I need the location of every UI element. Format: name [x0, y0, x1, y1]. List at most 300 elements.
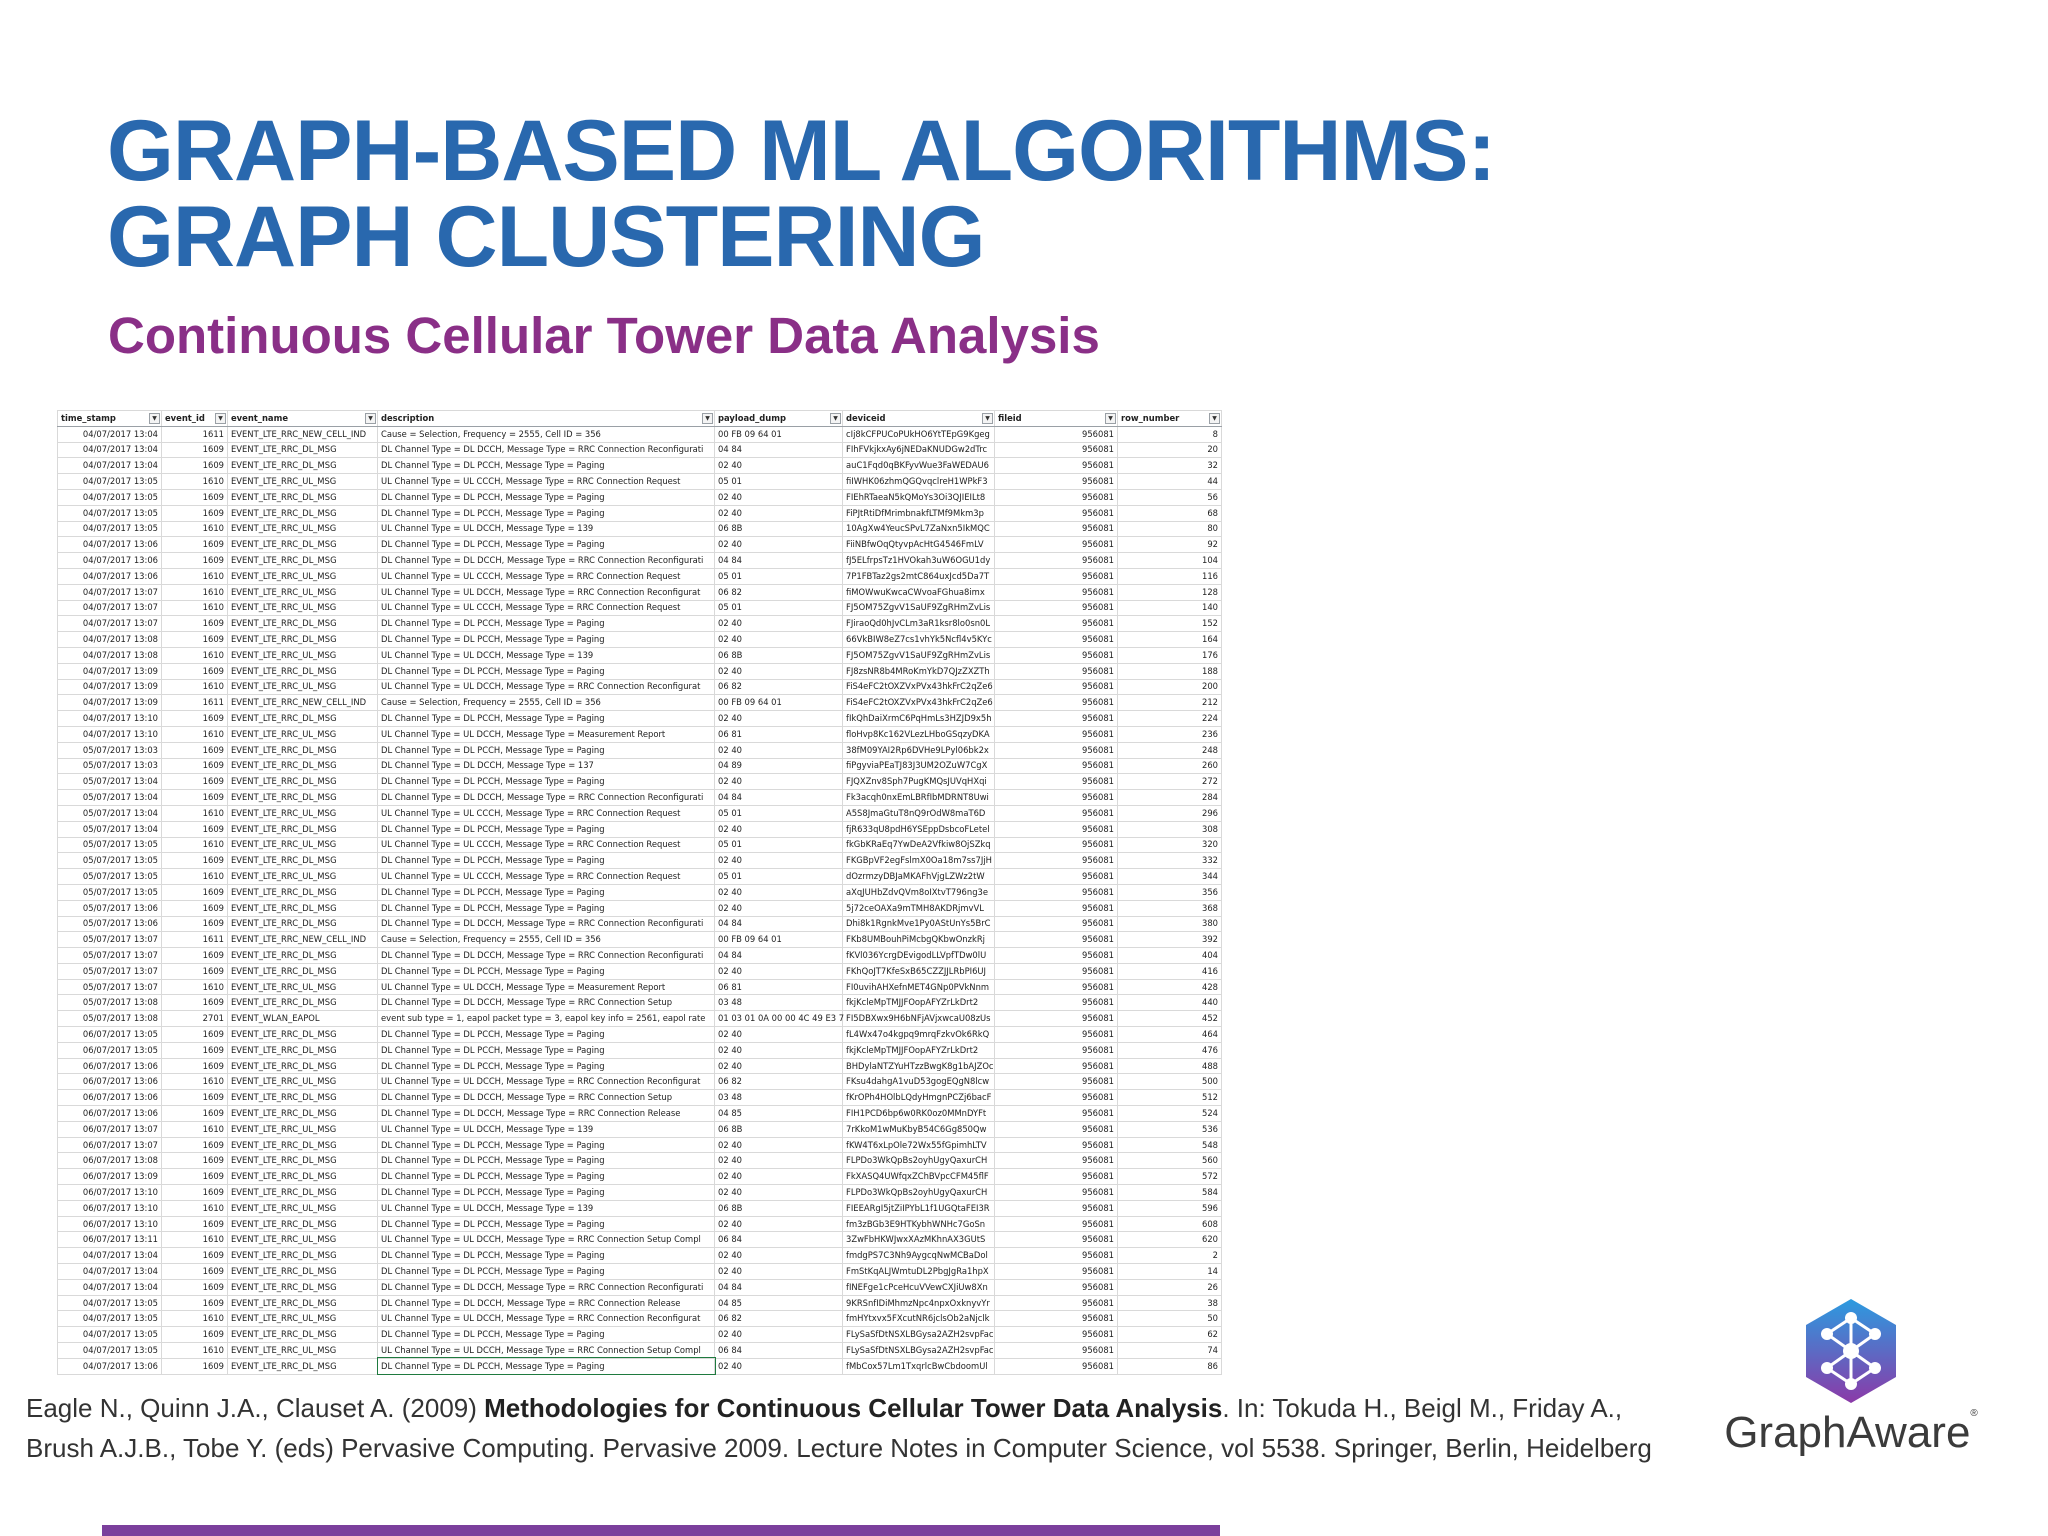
table-cell[interactable]: 956081 — [995, 853, 1118, 869]
table-cell[interactable]: DL Channel Type = DL PCCH, Message Type = Paging — [378, 774, 715, 790]
table-cell[interactable]: 320 — [1118, 837, 1222, 853]
table-cell[interactable]: DL Channel Type = DL PCCH, Message Type = Paging — [378, 632, 715, 648]
table-cell[interactable]: EVENT_LTE_RRC_DL_MSG — [228, 711, 378, 727]
table-cell[interactable]: 05/07/2017 13:05 — [58, 837, 162, 853]
table-cell[interactable]: 380 — [1118, 916, 1222, 932]
table-cell[interactable]: 1609 — [162, 758, 228, 774]
table-cell[interactable]: 956081 — [995, 711, 1118, 727]
table-cell[interactable]: EVENT_LTE_RRC_UL_MSG — [228, 837, 378, 853]
table-cell[interactable]: UL Channel Type = UL DCCH, Message Type = RRC Connection Reconfigurat — [378, 1074, 715, 1090]
table-cell[interactable]: FiS4eFC2tOXZVxPVx43hkFrC2qZe6 — [843, 679, 995, 695]
table-cell[interactable]: 00 FB 09 64 01 — [715, 932, 843, 948]
filter-dropdown-icon[interactable]: ▼ — [365, 413, 376, 424]
table-cell[interactable]: DL Channel Type = DL DCCH, Message Type = RRC Connection Release — [378, 1295, 715, 1311]
table-cell[interactable]: 05/07/2017 13:04 — [58, 774, 162, 790]
table-cell[interactable]: DL Channel Type = DL PCCH, Message Type = Paging — [378, 1137, 715, 1153]
table-cell[interactable]: UL Channel Type = UL CCCH, Message Type = RRC Connection Request — [378, 474, 715, 490]
table-cell[interactable]: EVENT_LTE_RRC_NEW_CELL_IND — [228, 932, 378, 948]
table-cell[interactable]: 06 84 — [715, 1232, 843, 1248]
table-cell[interactable]: 956081 — [995, 1137, 1118, 1153]
table-cell[interactable]: 02 40 — [715, 821, 843, 837]
table-cell[interactable]: EVENT_LTE_RRC_DL_MSG — [228, 1185, 378, 1201]
table-cell[interactable]: DL Channel Type = DL PCCH, Message Type = Paging — [378, 616, 715, 632]
table-cell[interactable]: 956081 — [995, 916, 1118, 932]
table-cell[interactable]: 05/07/2017 13:03 — [58, 742, 162, 758]
table-cell[interactable]: aXqJUHbZdvQVm8oIXtvT796ng3e — [843, 884, 995, 900]
table-cell[interactable]: EVENT_LTE_RRC_DL_MSG — [228, 916, 378, 932]
table-cell[interactable]: 1609 — [162, 774, 228, 790]
table-cell[interactable]: EVENT_LTE_RRC_UL_MSG — [228, 1311, 378, 1327]
table-cell[interactable]: 06 84 — [715, 1343, 843, 1359]
table-cell[interactable]: 1609 — [162, 1090, 228, 1106]
table-cell[interactable]: 02 40 — [715, 853, 843, 869]
table-cell[interactable]: FIhFVkjkxAy6jNEDaKNUDGw2dTrc — [843, 442, 995, 458]
table-cell[interactable]: 02 40 — [715, 774, 843, 790]
table-cell[interactable]: 05/07/2017 13:05 — [58, 869, 162, 885]
table-cell[interactable]: 02 40 — [715, 489, 843, 505]
table-cell[interactable]: DL Channel Type = DL PCCH, Message Type = Paging — [378, 1185, 715, 1201]
table-cell[interactable]: 05 01 — [715, 837, 843, 853]
table-cell[interactable]: 332 — [1118, 853, 1222, 869]
table-cell[interactable]: FIEhRTaeaN5kQMoYs3Oi3QJIEILt8 — [843, 489, 995, 505]
table-cell[interactable]: 956081 — [995, 600, 1118, 616]
table-cell[interactable]: 956081 — [995, 1279, 1118, 1295]
table-cell[interactable]: 02 40 — [715, 742, 843, 758]
table-cell[interactable]: fMbCox57Lm1TxqrlcBwCbdoomUl — [843, 1358, 995, 1374]
table-cell[interactable]: 04/07/2017 13:05 — [58, 474, 162, 490]
table-cell[interactable]: EVENT_LTE_RRC_DL_MSG — [228, 632, 378, 648]
table-cell[interactable]: EVENT_LTE_RRC_DL_MSG — [228, 963, 378, 979]
table-cell[interactable]: 956081 — [995, 932, 1118, 948]
column-header[interactable] — [715, 411, 843, 427]
table-cell[interactable]: 05/07/2017 13:03 — [58, 758, 162, 774]
table-cell[interactable]: EVENT_LTE_RRC_DL_MSG — [228, 537, 378, 553]
table-cell[interactable]: 05/07/2017 13:06 — [58, 900, 162, 916]
table-cell[interactable]: 04/07/2017 13:05 — [58, 1311, 162, 1327]
table-cell[interactable]: 06/07/2017 13:10 — [58, 1200, 162, 1216]
table-cell[interactable]: 06/07/2017 13:05 — [58, 1042, 162, 1058]
table-cell[interactable]: 02 40 — [715, 458, 843, 474]
table-cell[interactable]: fkjKcleMpTMJJFOopAFYZrLkDrt2 — [843, 1042, 995, 1058]
table-cell[interactable]: FIEEARgI5jtZiIPYbL1f1UGQtaFEI3R — [843, 1200, 995, 1216]
table-cell[interactable]: 1610 — [162, 1200, 228, 1216]
table-cell[interactable]: 04/07/2017 13:08 — [58, 647, 162, 663]
table-cell[interactable]: 06 81 — [715, 726, 843, 742]
table-cell[interactable]: FiPJtRtiDfMrimbnakfLTMf9Mkm3p — [843, 505, 995, 521]
table-cell[interactable]: 620 — [1118, 1232, 1222, 1248]
table-cell[interactable]: fiIWHK06zhmQGQvqclreH1WPkF3 — [843, 474, 995, 490]
table-cell[interactable]: 04/07/2017 13:09 — [58, 695, 162, 711]
filter-dropdown-icon[interactable]: ▼ — [215, 413, 226, 424]
table-cell[interactable]: 3ZwFbHKWJwxXAzMKhnAX3GUtS — [843, 1232, 995, 1248]
table-cell[interactable]: 02 40 — [715, 632, 843, 648]
table-cell[interactable]: 1609 — [162, 1216, 228, 1232]
table-cell[interactable]: 86 — [1118, 1358, 1222, 1374]
column-header[interactable] — [378, 411, 715, 427]
table-cell[interactable]: EVENT_WLAN_EAPOL — [228, 1011, 378, 1027]
filter-dropdown-icon[interactable]: ▼ — [982, 413, 993, 424]
filter-dropdown-icon[interactable]: ▼ — [1105, 413, 1116, 424]
table-cell[interactable]: 956081 — [995, 948, 1118, 964]
table-cell[interactable]: 04/07/2017 13:04 — [58, 458, 162, 474]
table-cell[interactable]: 06/07/2017 13:06 — [58, 1058, 162, 1074]
table-cell[interactable]: 06/07/2017 13:06 — [58, 1074, 162, 1090]
table-cell[interactable]: 05/07/2017 13:07 — [58, 948, 162, 964]
table-cell[interactable]: DL Channel Type = DL PCCH, Message Type = Paging — [378, 853, 715, 869]
table-cell[interactable]: EVENT_LTE_RRC_DL_MSG — [228, 663, 378, 679]
table-cell[interactable]: EVENT_LTE_RRC_UL_MSG — [228, 979, 378, 995]
table-cell[interactable]: UL Channel Type = UL CCCH, Message Type = RRC Connection Request — [378, 869, 715, 885]
table-cell[interactable]: EVENT_LTE_RRC_UL_MSG — [228, 679, 378, 695]
table-cell[interactable]: 1609 — [162, 1169, 228, 1185]
table-cell[interactable]: 956081 — [995, 1090, 1118, 1106]
table-cell[interactable]: 06/07/2017 13:10 — [58, 1216, 162, 1232]
table-cell[interactable]: FLySaSfDtNSXLBGysa2AZH2svpFac — [843, 1343, 995, 1359]
table-cell[interactable]: 1610 — [162, 1343, 228, 1359]
table-cell[interactable]: 1609 — [162, 790, 228, 806]
table-cell[interactable]: 1609 — [162, 1027, 228, 1043]
table-cell[interactable]: FLPDo3WkQpBs2oyhUgyQaxurCH — [843, 1185, 995, 1201]
table-cell[interactable]: cIj8kCFPUCoPUkHO6YtTEpG9Kgeg — [843, 426, 995, 442]
table-cell[interactable]: 56 — [1118, 489, 1222, 505]
table-cell[interactable]: DL Channel Type = DL DCCH, Message Type = 137 — [378, 758, 715, 774]
table-cell[interactable]: 04/07/2017 13:04 — [58, 1248, 162, 1264]
table-cell[interactable]: 04/07/2017 13:04 — [58, 1264, 162, 1280]
table-cell[interactable]: 1610 — [162, 805, 228, 821]
table-cell[interactable]: 04/07/2017 13:06 — [58, 553, 162, 569]
table-cell[interactable]: 1610 — [162, 600, 228, 616]
table-cell[interactable]: 536 — [1118, 1121, 1222, 1137]
table-cell[interactable]: 1609 — [162, 632, 228, 648]
table-cell[interactable]: DL Channel Type = DL PCCH, Message Type = Paging — [378, 711, 715, 727]
table-cell[interactable]: DL Channel Type = DL PCCH, Message Type = Paging — [378, 663, 715, 679]
table-cell[interactable]: 500 — [1118, 1074, 1222, 1090]
table-cell[interactable]: 02 40 — [715, 711, 843, 727]
table-cell[interactable]: 248 — [1118, 742, 1222, 758]
table-cell[interactable]: 1610 — [162, 837, 228, 853]
table-cell[interactable]: 284 — [1118, 790, 1222, 806]
table-cell[interactable]: 04 84 — [715, 790, 843, 806]
table-cell[interactable]: 04/07/2017 13:07 — [58, 584, 162, 600]
table-cell[interactable]: 1609 — [162, 853, 228, 869]
table-cell[interactable]: 02 40 — [715, 1327, 843, 1343]
table-cell[interactable]: BHDylaNTZYuHTzzBwgK8g1bAJZOc — [843, 1058, 995, 1074]
table-cell[interactable]: DL Channel Type = DL PCCH, Message Type = Paging — [378, 1027, 715, 1043]
table-cell[interactable]: 1611 — [162, 695, 228, 711]
table-cell[interactable]: EVENT_LTE_RRC_UL_MSG — [228, 521, 378, 537]
table-cell[interactable]: 1609 — [162, 489, 228, 505]
table-cell[interactable]: 1610 — [162, 584, 228, 600]
table-cell[interactable]: 06/07/2017 13:07 — [58, 1137, 162, 1153]
table-cell[interactable]: 224 — [1118, 711, 1222, 727]
table-cell[interactable]: 344 — [1118, 869, 1222, 885]
table-cell[interactable]: 1609 — [162, 1279, 228, 1295]
table-cell[interactable]: 74 — [1118, 1343, 1222, 1359]
table-cell[interactable]: 05/07/2017 13:06 — [58, 916, 162, 932]
table-cell[interactable]: DL Channel Type = DL PCCH, Message Type = Paging — [378, 537, 715, 553]
table-cell[interactable]: DL Channel Type = DL DCCH, Message Type = RRC Connection Reconfigurati — [378, 948, 715, 964]
column-header[interactable] — [228, 411, 378, 427]
table-cell[interactable]: 1609 — [162, 1295, 228, 1311]
table-cell[interactable]: Fk3acqh0nxEmLBRfIbMDRNT8Uwi — [843, 790, 995, 806]
table-cell[interactable]: 1609 — [162, 663, 228, 679]
table-cell[interactable]: DL Channel Type = DL PCCH, Message Type = Paging — [378, 1264, 715, 1280]
table-cell[interactable]: 05 01 — [715, 600, 843, 616]
table-cell[interactable]: 956081 — [995, 647, 1118, 663]
table-cell[interactable]: UL Channel Type = UL DCCH, Message Type = RRC Connection Reconfigurat — [378, 584, 715, 600]
table-cell[interactable]: EVENT_LTE_RRC_DL_MSG — [228, 948, 378, 964]
table-cell[interactable]: 1609 — [162, 1137, 228, 1153]
table-cell[interactable]: FI5DBXwx9H6bNFjAVjxwcaU08zUs — [843, 1011, 995, 1027]
table-cell[interactable]: 956081 — [995, 995, 1118, 1011]
table-cell[interactable]: 04/07/2017 13:05 — [58, 1327, 162, 1343]
table-cell[interactable]: 956081 — [995, 1216, 1118, 1232]
table-cell[interactable]: 140 — [1118, 600, 1222, 616]
table-cell[interactable]: EVENT_LTE_RRC_DL_MSG — [228, 1027, 378, 1043]
table-cell[interactable]: 1609 — [162, 711, 228, 727]
table-cell[interactable]: 1610 — [162, 979, 228, 995]
table-cell[interactable]: 10AgXw4YeucSPvL7ZaNxn5IkMQC — [843, 521, 995, 537]
table-cell[interactable]: EVENT_LTE_RRC_DL_MSG — [228, 1058, 378, 1074]
table-cell[interactable]: 06/07/2017 13:08 — [58, 1153, 162, 1169]
table-cell[interactable]: EVENT_LTE_RRC_DL_MSG — [228, 995, 378, 1011]
table-cell[interactable]: 02 40 — [715, 900, 843, 916]
table-cell[interactable]: 524 — [1118, 1106, 1222, 1122]
table-cell[interactable]: 956081 — [995, 726, 1118, 742]
table-cell[interactable]: 38 — [1118, 1295, 1222, 1311]
table-cell[interactable]: 02 40 — [715, 963, 843, 979]
table-cell[interactable]: 1609 — [162, 963, 228, 979]
table-cell[interactable]: DL Channel Type = DL PCCH, Message Type = Paging — [378, 963, 715, 979]
table-cell[interactable]: 5j72ceOAXa9mTMH8AKDRjmvVL — [843, 900, 995, 916]
table-cell[interactable]: 956081 — [995, 774, 1118, 790]
table-cell[interactable]: 956081 — [995, 790, 1118, 806]
table-cell[interactable]: DL Channel Type = DL PCCH, Message Type = Paging — [378, 1042, 715, 1058]
table-cell[interactable]: EVENT_LTE_RRC_DL_MSG — [228, 853, 378, 869]
table-cell[interactable]: 416 — [1118, 963, 1222, 979]
table-cell[interactable]: 06 82 — [715, 1311, 843, 1327]
table-cell[interactable]: 05/07/2017 13:04 — [58, 821, 162, 837]
table-cell[interactable]: UL Channel Type = UL DCCH, Message Type = RRC Connection Setup Compl — [378, 1343, 715, 1359]
table-cell[interactable]: UL Channel Type = UL DCCH, Message Type = RRC Connection Reconfigurat — [378, 1311, 715, 1327]
table-cell[interactable]: dOzrmzyDBJaMKAFhVjgLZWz2tW — [843, 869, 995, 885]
table-cell[interactable]: EVENT_LTE_RRC_DL_MSG — [228, 1279, 378, 1295]
table-cell[interactable]: 956081 — [995, 1011, 1118, 1027]
table-cell[interactable]: 05/07/2017 13:08 — [58, 1011, 162, 1027]
table-cell[interactable]: 04/07/2017 13:06 — [58, 568, 162, 584]
table-cell[interactable]: 14 — [1118, 1264, 1222, 1280]
table-cell[interactable]: 956081 — [995, 900, 1118, 916]
table-cell[interactable]: 956081 — [995, 1200, 1118, 1216]
table-cell[interactable]: Dhi8k1RgnkMve1Py0AStUnYs5BrC — [843, 916, 995, 932]
table-cell[interactable]: 1610 — [162, 568, 228, 584]
table-cell[interactable]: fL4Wx47o4kgpq9mrqFzkvOk6RkQ — [843, 1027, 995, 1043]
table-cell[interactable]: fKrOPh4HOlbLQdyHmgnPCZj6bacF — [843, 1090, 995, 1106]
table-cell[interactable]: 956081 — [995, 442, 1118, 458]
table-cell[interactable]: EVENT_LTE_RRC_DL_MSG — [228, 1042, 378, 1058]
table-cell[interactable]: 06 8B — [715, 1121, 843, 1137]
table-cell[interactable]: DL Channel Type = DL PCCH, Message Type = Paging — [378, 505, 715, 521]
table-cell[interactable]: 596 — [1118, 1200, 1222, 1216]
table-cell[interactable]: DL Channel Type = DL PCCH, Message Type = Paging — [378, 489, 715, 505]
table-cell[interactable]: DL Channel Type = DL PCCH, Message Type = Paging — [378, 1248, 715, 1264]
table-cell[interactable]: 8 — [1118, 426, 1222, 442]
table-cell[interactable]: 404 — [1118, 948, 1222, 964]
table-cell[interactable]: 80 — [1118, 521, 1222, 537]
table-cell[interactable]: 06 82 — [715, 584, 843, 600]
table-cell[interactable]: UL Channel Type = UL CCCH, Message Type = RRC Connection Request — [378, 600, 715, 616]
table-cell[interactable]: 04/07/2017 13:05 — [58, 1295, 162, 1311]
filter-dropdown-icon[interactable]: ▼ — [149, 413, 160, 424]
table-cell[interactable]: 02 40 — [715, 1027, 843, 1043]
table-cell[interactable]: 62 — [1118, 1327, 1222, 1343]
table-cell[interactable]: 02 40 — [715, 1185, 843, 1201]
table-cell[interactable]: 02 40 — [715, 1248, 843, 1264]
table-cell[interactable]: EVENT_LTE_RRC_UL_MSG — [228, 474, 378, 490]
table-cell[interactable]: 04/07/2017 13:09 — [58, 679, 162, 695]
table-cell[interactable]: 956081 — [995, 1121, 1118, 1137]
table-cell[interactable]: DL Channel Type = DL PCCH, Message Type = Paging — [378, 1358, 715, 1374]
table-cell[interactable]: EVENT_LTE_RRC_NEW_CELL_IND — [228, 426, 378, 442]
table-cell[interactable]: EVENT_LTE_RRC_UL_MSG — [228, 1343, 378, 1359]
table-cell[interactable]: UL Channel Type = UL DCCH, Message Type = 139 — [378, 521, 715, 537]
table-cell[interactable]: 956081 — [995, 1058, 1118, 1074]
table-cell[interactable]: EVENT_LTE_RRC_DL_MSG — [228, 553, 378, 569]
table-cell[interactable]: 1610 — [162, 869, 228, 885]
table-cell[interactable]: 548 — [1118, 1137, 1222, 1153]
table-cell[interactable]: 956081 — [995, 1327, 1118, 1343]
table-cell[interactable]: EVENT_LTE_RRC_DL_MSG — [228, 1264, 378, 1280]
table-cell[interactable]: 05/07/2017 13:05 — [58, 884, 162, 900]
table-cell[interactable]: DL Channel Type = DL PCCH, Message Type = Paging — [378, 742, 715, 758]
table-cell[interactable]: 68 — [1118, 505, 1222, 521]
table-cell[interactable]: 1610 — [162, 521, 228, 537]
table-cell[interactable]: 392 — [1118, 932, 1222, 948]
table-cell[interactable]: 584 — [1118, 1185, 1222, 1201]
table-cell[interactable]: DL Channel Type = DL PCCH, Message Type = Paging — [378, 458, 715, 474]
table-cell[interactable]: EVENT_LTE_RRC_DL_MSG — [228, 1106, 378, 1122]
table-cell[interactable]: EVENT_LTE_RRC_DL_MSG — [228, 1153, 378, 1169]
table-cell[interactable]: FJ8zsNR8b4MRoKmYkD7QJzZXZTh — [843, 663, 995, 679]
table-cell[interactable]: 956081 — [995, 505, 1118, 521]
table-cell[interactable]: 212 — [1118, 695, 1222, 711]
table-cell[interactable]: 1609 — [162, 1058, 228, 1074]
filter-dropdown-icon[interactable]: ▼ — [830, 413, 841, 424]
table-cell[interactable]: 04/07/2017 13:05 — [58, 1343, 162, 1359]
table-cell[interactable]: 04/07/2017 13:05 — [58, 521, 162, 537]
table-cell[interactable]: 1610 — [162, 647, 228, 663]
table-cell[interactable]: EVENT_LTE_RRC_DL_MSG — [228, 616, 378, 632]
table-cell[interactable]: 200 — [1118, 679, 1222, 695]
table-cell[interactable]: 1610 — [162, 1121, 228, 1137]
table-cell[interactable]: 488 — [1118, 1058, 1222, 1074]
table-cell[interactable]: UL Channel Type = UL DCCH, Message Type = 139 — [378, 647, 715, 663]
table-cell[interactable]: EVENT_LTE_RRC_UL_MSG — [228, 600, 378, 616]
table-cell[interactable]: 04/07/2017 13:07 — [58, 600, 162, 616]
table-cell[interactable]: 02 40 — [715, 884, 843, 900]
table-cell[interactable]: 06/07/2017 13:10 — [58, 1185, 162, 1201]
table-cell[interactable]: fIkQhDaiXrmC6PqHmLs3HZJD9x5h — [843, 711, 995, 727]
table-cell[interactable]: 04/07/2017 13:10 — [58, 726, 162, 742]
table-cell[interactable]: EVENT_LTE_RRC_UL_MSG — [228, 869, 378, 885]
table-cell[interactable]: UL Channel Type = UL CCCH, Message Type = RRC Connection Request — [378, 805, 715, 821]
table-cell[interactable]: 04 84 — [715, 916, 843, 932]
table-cell[interactable]: 956081 — [995, 1248, 1118, 1264]
table-cell[interactable]: 02 40 — [715, 1153, 843, 1169]
table-cell[interactable]: UL Channel Type = UL DCCH, Message Type = RRC Connection Reconfigurat — [378, 679, 715, 695]
table-cell[interactable]: DL Channel Type = DL DCCH, Message Type = RRC Connection Reconfigurati — [378, 916, 715, 932]
table-cell[interactable]: DL Channel Type = DL DCCH, Message Type = RRC Connection Reconfigurati — [378, 553, 715, 569]
table-cell[interactable]: 260 — [1118, 758, 1222, 774]
table-cell[interactable]: EVENT_LTE_RRC_DL_MSG — [228, 742, 378, 758]
table-cell[interactable]: 1609 — [162, 458, 228, 474]
table-cell[interactable]: DL Channel Type = DL DCCH, Message Type = RRC Connection Reconfigurati — [378, 790, 715, 806]
table-cell[interactable]: 956081 — [995, 1343, 1118, 1359]
table-cell[interactable]: 02 40 — [715, 1042, 843, 1058]
table-cell[interactable]: 956081 — [995, 758, 1118, 774]
table-cell[interactable]: 956081 — [995, 979, 1118, 995]
table-cell[interactable]: 04/07/2017 13:05 — [58, 505, 162, 521]
table-cell[interactable]: DL Channel Type = DL DCCH, Message Type = RRC Connection Reconfigurati — [378, 442, 715, 458]
table-cell[interactable]: 05/07/2017 13:07 — [58, 979, 162, 995]
table-cell[interactable]: EVENT_LTE_RRC_DL_MSG — [228, 758, 378, 774]
table-cell[interactable]: 956081 — [995, 458, 1118, 474]
table-cell[interactable]: event sub type = 1, eapol packet type = 3, eapol key info = 2561, eapol rate — [378, 1011, 715, 1027]
table-cell[interactable]: 04/07/2017 13:05 — [58, 489, 162, 505]
column-header[interactable] — [843, 411, 995, 427]
table-cell[interactable]: 04/07/2017 13:09 — [58, 663, 162, 679]
table-cell[interactable]: FIH1PCD6bp6w0RK0oz0MMnDYFt — [843, 1106, 995, 1122]
table-cell[interactable]: 04/07/2017 13:07 — [58, 616, 162, 632]
table-cell[interactable]: 608 — [1118, 1216, 1222, 1232]
column-header[interactable] — [162, 411, 228, 427]
table-cell[interactable]: EVENT_LTE_RRC_DL_MSG — [228, 1137, 378, 1153]
table-cell[interactable]: 956081 — [995, 1358, 1118, 1374]
table-cell[interactable]: 06/07/2017 13:05 — [58, 1027, 162, 1043]
table-cell[interactable]: 1609 — [162, 900, 228, 916]
table-cell[interactable]: FLySaSfDtNSXLBGysa2AZH2svpFac — [843, 1327, 995, 1343]
table-cell[interactable]: 1610 — [162, 1311, 228, 1327]
table-cell[interactable]: 1610 — [162, 1074, 228, 1090]
table-cell[interactable]: fjR633qU8pdH6YSEppDsbcoFLetel — [843, 821, 995, 837]
table-cell[interactable]: FKb8UMBouhPiMcbgQKbwOnzkRj — [843, 932, 995, 948]
table-cell[interactable]: 236 — [1118, 726, 1222, 742]
table-cell[interactable]: 428 — [1118, 979, 1222, 995]
table-cell[interactable]: FiiNBfwOqQtyvpAcHtG4546FmLV — [843, 537, 995, 553]
table-cell[interactable]: 02 40 — [715, 1358, 843, 1374]
table-cell[interactable]: FI0uvihAHXefnMET4GNp0PVkNnm — [843, 979, 995, 995]
table-cell[interactable]: 1610 — [162, 679, 228, 695]
table-cell[interactable]: 06/07/2017 13:06 — [58, 1090, 162, 1106]
table-cell[interactable]: 00 FB 09 64 01 — [715, 426, 843, 442]
table-cell[interactable]: fINEFge1cPceHcuVVewCXJiUw8Xn — [843, 1279, 995, 1295]
table-cell[interactable]: EVENT_LTE_RRC_DL_MSG — [228, 505, 378, 521]
table-cell[interactable]: FJ5OM75ZgvV1SaUF9ZgRHmZvLis — [843, 647, 995, 663]
table-cell[interactable]: 1609 — [162, 742, 228, 758]
table-cell[interactable]: 2 — [1118, 1248, 1222, 1264]
table-cell[interactable]: 956081 — [995, 1311, 1118, 1327]
table-cell[interactable]: 2701 — [162, 1011, 228, 1027]
table-cell[interactable]: fJ5ELfrpsTz1HVOkah3uW6OGU1dy — [843, 553, 995, 569]
table-cell[interactable]: EVENT_LTE_RRC_UL_MSG — [228, 726, 378, 742]
table-cell[interactable]: DL Channel Type = DL DCCH, Message Type = RRC Connection Setup — [378, 1090, 715, 1106]
table-cell[interactable]: EVENT_LTE_RRC_UL_MSG — [228, 584, 378, 600]
table-cell[interactable]: EVENT_LTE_RRC_DL_MSG — [228, 1090, 378, 1106]
table-cell[interactable]: Cause = Selection, Frequency = 2555, Cell ID = 356 — [378, 426, 715, 442]
table-cell[interactable]: DL Channel Type = DL PCCH, Message Type = Paging — [378, 1216, 715, 1232]
table-cell[interactable]: EVENT_LTE_RRC_DL_MSG — [228, 1169, 378, 1185]
filter-dropdown-icon[interactable]: ▼ — [702, 413, 713, 424]
